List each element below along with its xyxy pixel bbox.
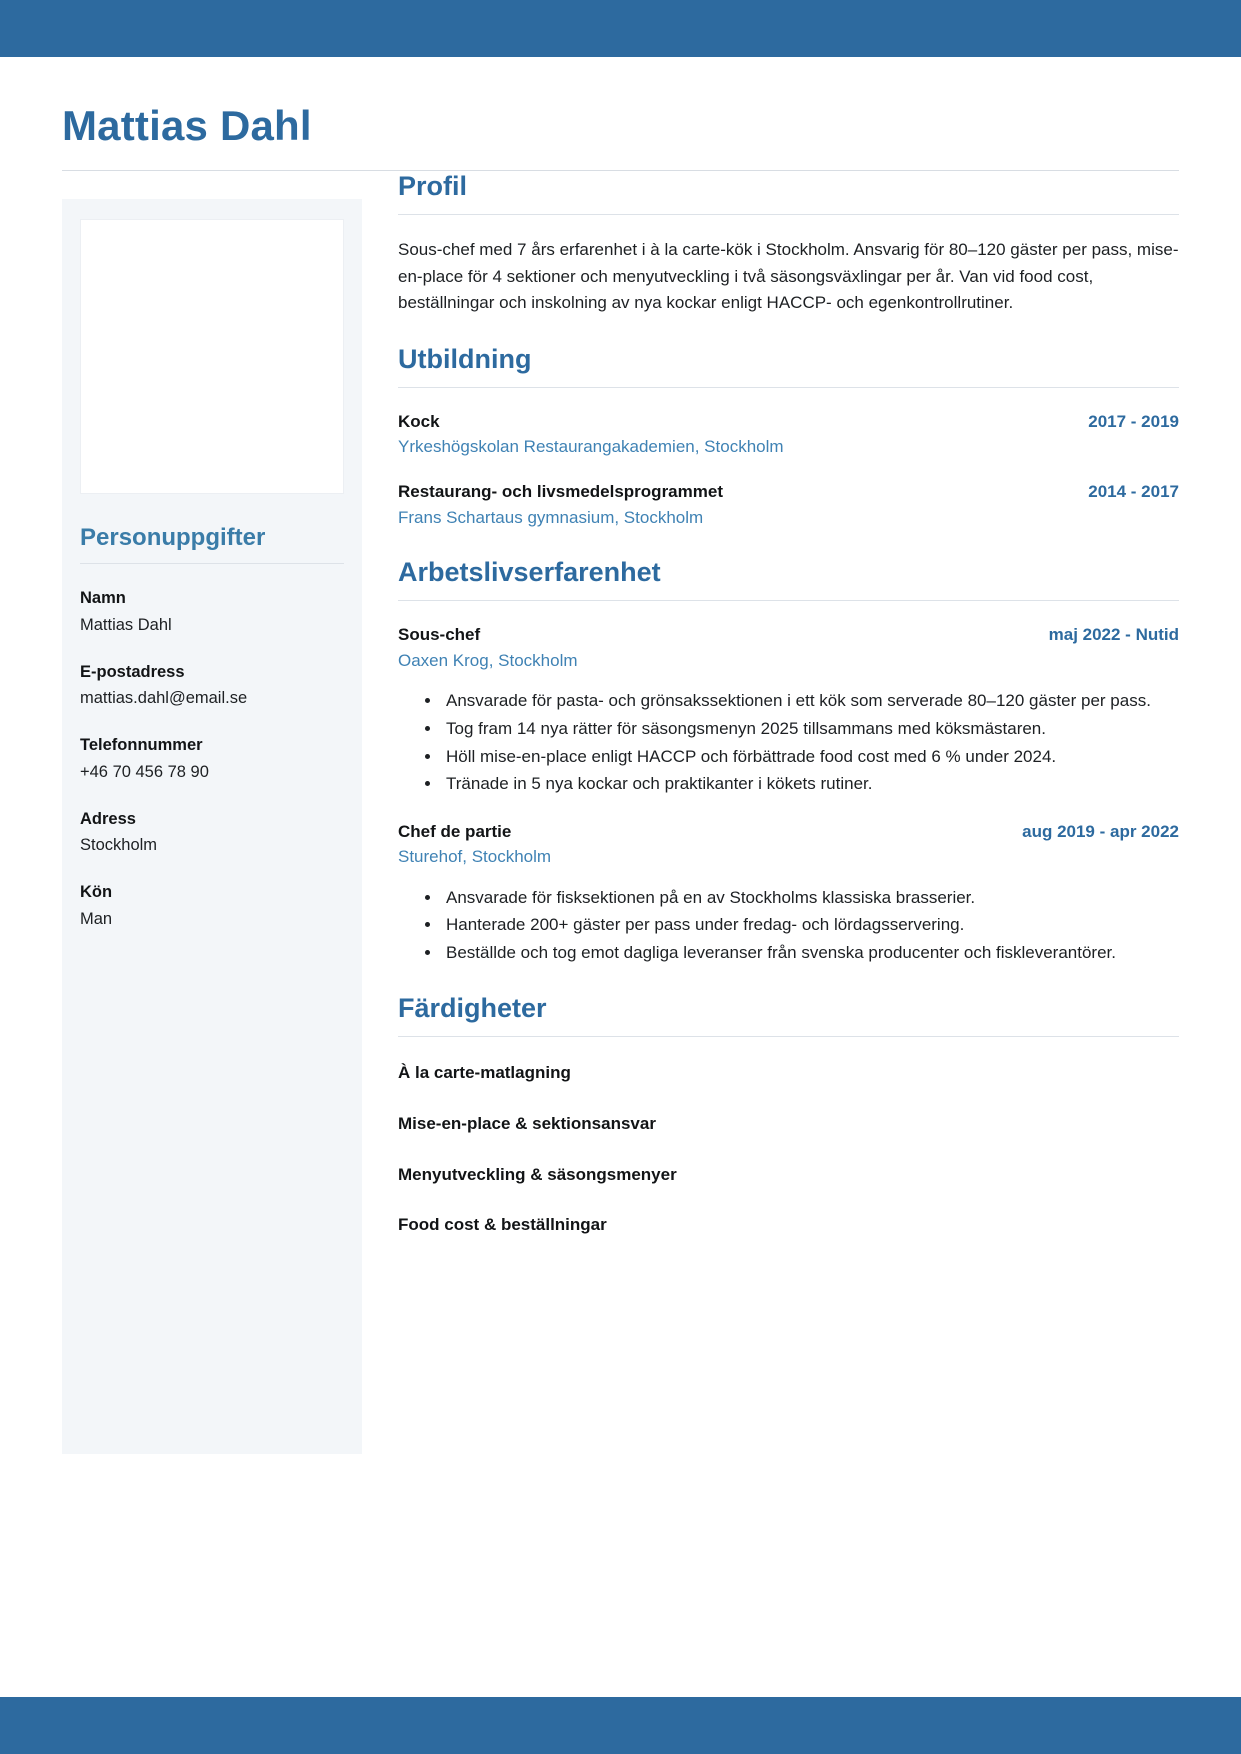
field-value: Man <box>80 909 113 928</box>
section-heading-profile: Profil <box>398 171 1179 215</box>
job-bullet: • Tog fram 14 nya rätter för säsongsmenyn 2025 tillsammans med köksmästaren. <box>442 716 1179 743</box>
job-date: maj 2022 - Nutid <box>1048 625 1179 645</box>
skill-item: Menyutveckling & säsongsmenyer <box>398 1164 677 1184</box>
sidebar <box>62 199 362 1454</box>
section-education <box>398 344 1179 531</box>
job-employer: Sturehof, Stockholm <box>398 847 552 867</box>
two-column-layout <box>62 171 1179 1454</box>
bottom-accent-bar <box>0 1697 1241 1754</box>
job-bullet-list <box>398 885 1179 967</box>
job-bullet: • Tränade in 5 nya kockar och praktikanter i kökets rutiner. <box>442 771 1179 798</box>
field-label: Adress <box>80 809 136 828</box>
section-heading-experience: Arbetslivserfarenhet <box>398 557 1179 601</box>
field-value: Stockholm <box>80 836 158 855</box>
name-header <box>62 104 1179 171</box>
section-heading-education: Utbildning <box>398 344 1179 388</box>
section-profile <box>398 171 1179 317</box>
field-label: E-postadress <box>80 662 185 681</box>
job-bullet-list <box>398 688 1179 797</box>
job-date: aug 2019 - apr 2022 <box>1022 821 1179 841</box>
entry-title-row <box>398 820 1179 845</box>
profile-summary-text: Sous-chef med 7 års erfarenhet i à la carte-kök i Stockholm. Ansvarig för 80–120 gäster per pass, mise-en-place för 4 sektioner och menyutveckling i två säsongsväxlingar per år. Van vid food cost, beställningar och inskolning av nya kockar enligt HACCP- och egenkontrollrutiner. <box>398 240 1179 313</box>
education-title: Kock <box>398 411 440 431</box>
cv-content <box>0 57 1241 1697</box>
experience-entry <box>398 623 1179 797</box>
education-entry <box>398 480 1179 530</box>
job-title: Sous-chef <box>398 625 481 645</box>
job-bullet: • Ansvarade för pasta- och grönsakssektionen i ett kök som serverade 80–120 gäster per pass. <box>442 688 1179 715</box>
skill-item: Mise-en-place & sektionsansvar <box>398 1114 656 1134</box>
field-value: mattias.dahl@email.se <box>80 689 248 708</box>
job-bullet: • Ansvarade för fisksektionen på en av Stockholms klassiska brasserier. <box>442 885 1179 912</box>
section-experience <box>398 557 1179 966</box>
education-institution: Frans Schartaus gymnasium, Stockholm <box>398 507 704 527</box>
job-employer: Oaxen Krog, Stockholm <box>398 650 578 670</box>
job-bullet: • Beställde och tog emot dagliga leveranser från svenska producenter och fiskleverantörer. <box>442 940 1179 967</box>
main-column <box>362 171 1179 1238</box>
sidebar-field-gender <box>80 880 344 932</box>
education-institution: Yrkeshögskolan Restaurangakademien, Stockholm <box>398 437 784 457</box>
top-accent-bar <box>0 0 1241 57</box>
job-title: Chef de partie <box>398 821 512 841</box>
profile-photo-placeholder <box>80 219 344 494</box>
field-label: Telefonnummer <box>80 736 203 755</box>
experience-entry <box>398 820 1179 967</box>
education-entry <box>398 410 1179 460</box>
entry-title-row <box>398 480 1179 505</box>
job-bullet: • Höll mise-en-place enligt HACCP och förbättrade food cost med 6 % under 2024. <box>442 744 1179 771</box>
field-value: +46 70 456 78 90 <box>80 762 209 781</box>
sidebar-heading-personal-details: Personuppgifter <box>80 524 344 564</box>
sidebar-field-namn <box>80 586 344 638</box>
education-date: 2017 - 2019 <box>1088 411 1179 431</box>
entry-title-row <box>398 623 1179 648</box>
skill-item: Food cost & beställningar <box>398 1215 607 1235</box>
job-bullet: • Hanterade 200+ gäster per pass under fredag- och lördagsservering. <box>442 912 1179 939</box>
entry-title-row <box>398 410 1179 435</box>
section-heading-skills: Färdigheter <box>398 993 1179 1037</box>
education-date: 2014 - 2017 <box>1088 481 1179 501</box>
sidebar-field-email <box>80 660 344 712</box>
field-label: Namn <box>80 589 126 608</box>
education-title: Restaurang- och livsmedelsprogrammet <box>398 481 723 501</box>
page-title: Mattias Dahl <box>62 102 312 149</box>
field-value: Mattias Dahl <box>80 615 172 634</box>
skill-item: À la carte-matlagning <box>398 1063 571 1083</box>
sidebar-field-address <box>80 807 344 859</box>
sidebar-field-phone <box>80 733 344 785</box>
section-skills <box>398 993 1179 1238</box>
field-label: Kön <box>80 883 113 902</box>
